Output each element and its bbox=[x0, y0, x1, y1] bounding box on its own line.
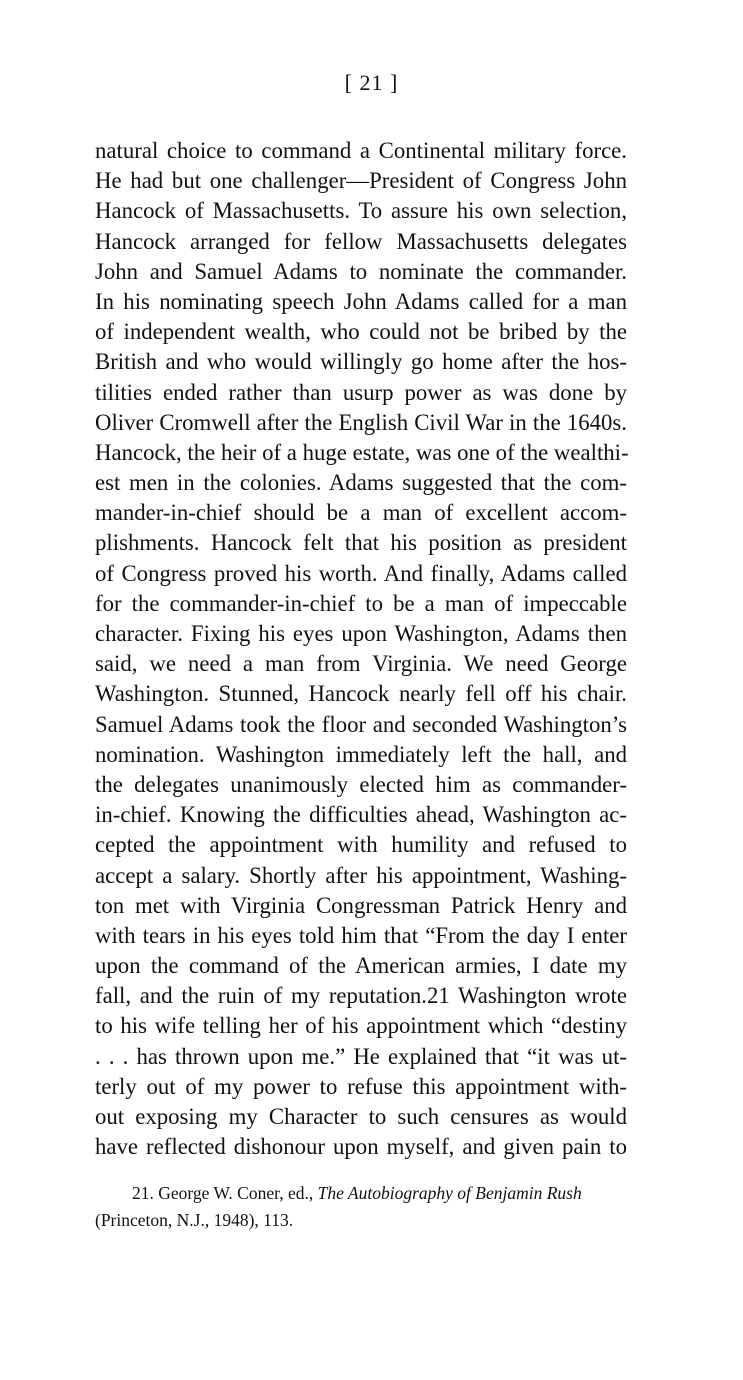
footnote-citation: George W. Coner, ed., bbox=[158, 1183, 314, 1203]
text-line: He had but one challenger—President of Congress John bbox=[95, 168, 627, 194]
text-line: est men in the colonies. Adams suggested that the com- bbox=[95, 470, 627, 496]
text-line: to his wife telling her of his appointment which “destiny bbox=[95, 1013, 627, 1039]
footnote-number: 21. bbox=[132, 1183, 154, 1203]
text-line: character. Fixing his eyes upon Washington, Adams then bbox=[95, 621, 627, 646]
text-line: of Congress proved his worth. And finally, Adams called bbox=[95, 560, 627, 586]
text-line: fall, and the ruin of my reputation.21 Washington wrote bbox=[95, 983, 627, 1009]
body-text bbox=[95, 136, 627, 1162]
text-line: cepted the appointment with humility and refused to bbox=[95, 832, 627, 858]
footnote-book-title: The Autobiography of Benjamin Rush bbox=[317, 1183, 582, 1203]
page-number: [ 21 ] bbox=[344, 70, 399, 95]
text-line: Hancock arranged for fellow Massachusetts delegates bbox=[95, 228, 627, 254]
text-line: for the commander-in-chief to be a man of impeccable bbox=[95, 590, 627, 616]
text-line: out exposing my Character to such censures as would bbox=[95, 1104, 627, 1129]
text-line: Hancock, the heir of a huge estate, was one of the wealthi- bbox=[95, 439, 629, 465]
footnote-line bbox=[95, 1180, 640, 1207]
text-line: Samuel Adams took the floor and seconded Washington’s bbox=[95, 711, 627, 737]
text-line: of independent wealth, who could not be bribed by the bbox=[95, 319, 627, 345]
text-line: Hancock of Massachusetts. To assure his own selection, bbox=[95, 198, 627, 224]
text-line: with tears in his eyes told him that “From the day I enter bbox=[95, 922, 627, 948]
text-line: terly out of my power to refuse this appointment with- bbox=[95, 1073, 627, 1099]
text-line: British and who would willingly go home after the hos- bbox=[95, 349, 627, 375]
footnote bbox=[95, 1180, 640, 1234]
text-line: In his nominating speech John Adams called for a man bbox=[95, 288, 627, 314]
text-line: mander-in-chief should be a man of excellent accom- bbox=[95, 500, 627, 526]
text-line: John and Samuel Adams to nominate the commander. bbox=[95, 258, 627, 284]
text-line: nomination. Washington immediately left the hall, and bbox=[95, 741, 627, 767]
text-line: plishments. Hancock felt that his position as president bbox=[95, 530, 627, 556]
text-line: . . . has thrown upon me.” He explained that “it was ut- bbox=[95, 1043, 627, 1069]
text-line: have reflected dishonour upon myself, and given pain to bbox=[95, 1134, 627, 1160]
text-line: in-chief. Knowing the difficulties ahead, Washington ac- bbox=[95, 802, 627, 828]
text-line: the delegates unanimously elected him as commander- bbox=[95, 771, 627, 797]
footnote-publication-info: (Princeton, N.J., 1948), 113. bbox=[95, 1210, 294, 1230]
text-line: Oliver Cromwell after the English Civil War in the 1640s. bbox=[95, 409, 627, 435]
text-line: natural choice to command a Continental military force. bbox=[95, 138, 627, 163]
text-line: said, we need a man from Virginia. We need George bbox=[95, 651, 627, 677]
text-line: tilities ended rather than usurp power as was done by bbox=[95, 379, 627, 405]
text-line: accept a salary. Shortly after his appointment, Washing- bbox=[95, 862, 627, 888]
text-line: ton met with Virginia Congressman Patrick Henry and bbox=[95, 892, 627, 918]
text-line: Washington. Stunned, Hancock nearly fell off his chair. bbox=[95, 681, 627, 707]
text-line: upon the command of the American armies, I date my bbox=[95, 953, 627, 979]
